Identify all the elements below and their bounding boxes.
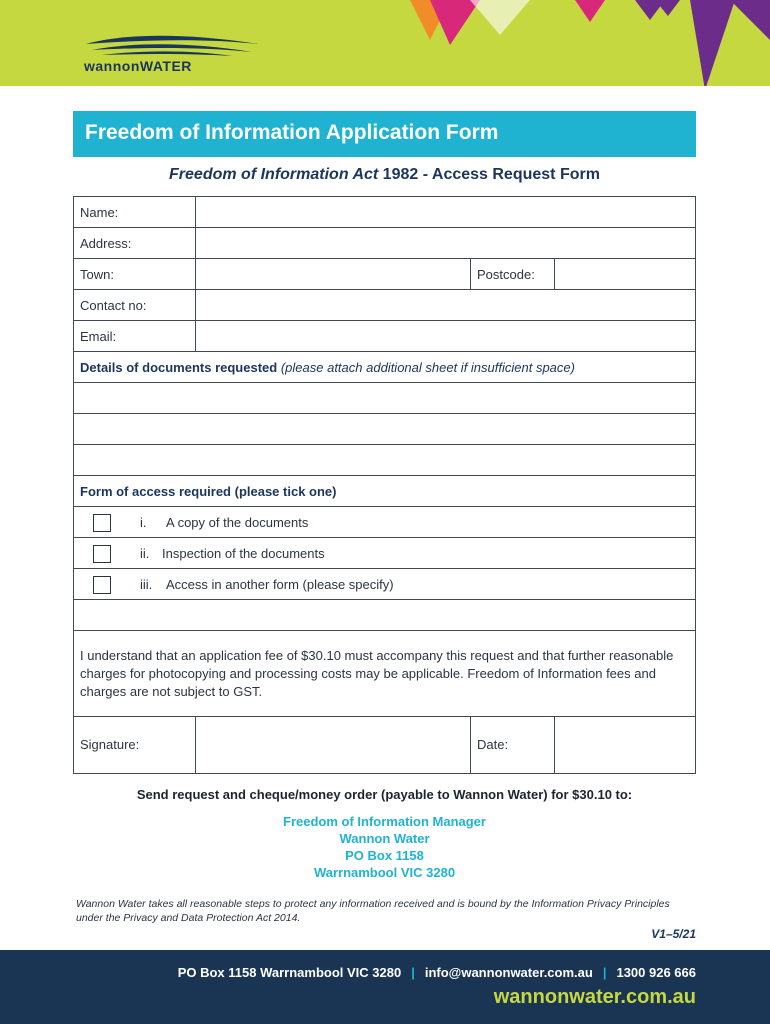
- email-input[interactable]: [196, 321, 695, 351]
- other-form-specify[interactable]: [74, 600, 695, 631]
- name-row: [74, 197, 695, 228]
- email-row: [74, 321, 695, 352]
- footer-contact: PO Box 1158 Warrnambool VIC 3280 | info@wannonwater.com.au | 1300 926 666: [177, 965, 696, 980]
- name-input[interactable]: [196, 197, 695, 227]
- form-subtitle: [73, 166, 696, 184]
- contact-label: Contact no:: [80, 298, 147, 313]
- privacy-statement: Wannon Water takes all reasonable steps to protect any information received and is bound by the Information Privacy Principles under the Privacy and Data Protection Act 2014.: [76, 898, 670, 924]
- footer-phone[interactable]: 1300 926 666: [616, 965, 696, 980]
- address-line: Warrnambool VIC 3280: [313, 865, 456, 880]
- postcode-input[interactable]: [555, 259, 695, 289]
- option-label: A copy of the documents: [166, 515, 309, 530]
- option-label: Access in another form (please specify): [166, 577, 394, 592]
- signature-row: [74, 717, 695, 773]
- logo-text: wannonWATER: [84, 58, 192, 74]
- footer-po-box: PO Box 1158 Warrnambool VIC 3280: [177, 965, 402, 980]
- fee-statement: I understand that an application fee of $30.10 must accompany this request and that further reasonable charges for photocopying and processing costs may be applicable. Freedom of Information fees and charges are not subject to GST.: [80, 648, 674, 699]
- access-heading-row: [74, 476, 695, 507]
- access-heading: Form of access required (please tick one): [80, 484, 337, 499]
- version-label: V1–5/21: [651, 927, 696, 941]
- documents-line-1[interactable]: [74, 383, 695, 414]
- option-number: iii.: [140, 577, 153, 592]
- signature-field[interactable]: [196, 717, 470, 773]
- documents-line-2[interactable]: [74, 414, 695, 445]
- subtitle-rest: 1982 - Access Request Form: [378, 166, 600, 183]
- footer: [0, 950, 770, 1024]
- address-line: PO Box 1158: [345, 848, 424, 863]
- contact-row: [74, 290, 695, 321]
- contact-input[interactable]: [196, 290, 695, 320]
- option-number: ii.: [140, 546, 150, 561]
- access-option-1: [74, 507, 695, 538]
- documents-heading-row: [74, 352, 695, 383]
- checkbox-other[interactable]: [93, 576, 111, 594]
- decorative-shapes: [390, 0, 770, 86]
- access-option-2: [74, 538, 695, 569]
- name-label: Name:: [80, 205, 119, 220]
- fee-statement-row: [74, 631, 695, 717]
- footer-email[interactable]: info@wannonwater.com.au: [424, 965, 593, 980]
- access-option-3: [74, 569, 695, 600]
- header-band: [0, 0, 770, 86]
- address-label: Address:: [80, 236, 132, 251]
- town-row: [74, 259, 695, 290]
- address-input[interactable]: [196, 228, 695, 258]
- date-field[interactable]: [555, 717, 695, 773]
- documents-line-3[interactable]: [74, 445, 695, 476]
- option-number: i.: [140, 515, 147, 530]
- signature-label: Signature:: [80, 737, 140, 752]
- checkbox-copy[interactable]: [93, 514, 111, 532]
- send-instructions: Send request and cheque/money order (payable to Wannon Water) for $30.10 to:: [136, 787, 633, 802]
- postcode-label: Postcode:: [477, 267, 535, 282]
- documents-heading: Details of documents requested (please attach additional sheet if insufficient space): [80, 360, 575, 375]
- act-name: Freedom of Information Act: [169, 166, 379, 183]
- email-label: Email:: [80, 329, 117, 344]
- address-line: Freedom of Information Manager: [283, 814, 486, 829]
- checkbox-inspection[interactable]: [93, 545, 111, 563]
- footer-website-link[interactable]: wannonwater.com.au: [493, 986, 696, 1008]
- address-line: Wannon Water: [339, 831, 430, 846]
- form-title: Freedom of Information Application Form: [73, 111, 696, 157]
- postal-address: [73, 813, 696, 881]
- town-label: Town:: [80, 267, 114, 282]
- application-form: [73, 196, 696, 774]
- option-label: Inspection of the documents: [162, 546, 325, 561]
- address-row: [74, 228, 695, 259]
- date-label: Date:: [477, 737, 509, 752]
- town-input[interactable]: [196, 259, 470, 289]
